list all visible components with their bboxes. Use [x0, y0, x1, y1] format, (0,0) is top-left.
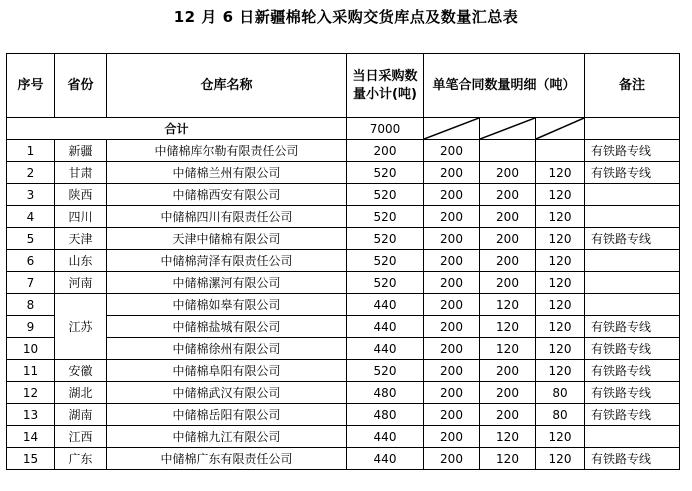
cell-seq: 7 [7, 272, 55, 294]
cell-contract-3: 80 [536, 404, 585, 426]
table-row [7, 162, 680, 184]
cell-contract-3: 120 [536, 272, 585, 294]
cell-contract-1: 200 [424, 338, 480, 360]
cell-contract-2: 200 [480, 228, 536, 250]
cell-warehouse: 中储棉库尔勒有限责任公司 [107, 140, 347, 162]
cell-warehouse: 中储棉广东有限责任公司 [107, 448, 347, 470]
header-seq: 序号 [7, 54, 55, 118]
cell-contract-2: 120 [480, 316, 536, 338]
cell-seq: 10 [7, 338, 55, 360]
cell-contract-3: 120 [536, 294, 585, 316]
cell-remark [585, 184, 680, 206]
page-title: 12 月 6 日新疆棉轮入采购交货库点及数量汇总表 [173, 8, 519, 26]
cell-daily-qty: 440 [347, 316, 424, 338]
cell-warehouse: 中储棉岳阳有限公司 [107, 404, 347, 426]
cell-contract-2: 200 [480, 162, 536, 184]
cell-province: 四川 [55, 206, 107, 228]
cell-contract-2: 200 [480, 184, 536, 206]
cell-warehouse: 中储棉西安有限公司 [107, 184, 347, 206]
cell-province: 天津 [55, 228, 107, 250]
cell-remark: 有铁路专线 [585, 360, 680, 382]
cell-daily-qty: 200 [347, 140, 424, 162]
table-row [7, 206, 680, 228]
cell-daily-qty: 440 [347, 448, 424, 470]
cell-warehouse: 中储棉兰州有限公司 [107, 162, 347, 184]
cell-province: 甘肃 [55, 162, 107, 184]
table-row [7, 404, 680, 426]
header-row [7, 54, 680, 118]
cell-province: 河南 [55, 272, 107, 294]
cell-contract-1: 200 [424, 382, 480, 404]
cell-seq: 4 [7, 206, 55, 228]
cell-warehouse: 天津中储棉有限公司 [107, 228, 347, 250]
cell-contract-1: 200 [424, 316, 480, 338]
table-row [7, 272, 680, 294]
cell-contract-3: 80 [536, 382, 585, 404]
cell-daily-qty: 440 [347, 338, 424, 360]
cell-warehouse: 中储棉菏泽有限责任公司 [107, 250, 347, 272]
cell-province: 陕西 [55, 184, 107, 206]
cell-warehouse: 中储棉盐城有限公司 [107, 316, 347, 338]
total-value: 7000 [347, 118, 424, 140]
table-row [7, 184, 680, 206]
cell-seq: 11 [7, 360, 55, 382]
cell-daily-qty: 480 [347, 382, 424, 404]
cell-contract-2: 200 [480, 382, 536, 404]
cell-daily-qty: 520 [347, 250, 424, 272]
header-remark: 备注 [585, 54, 680, 118]
table-row [7, 316, 680, 338]
cell-contract-1: 200 [424, 184, 480, 206]
cell-province: 湖南 [55, 404, 107, 426]
table-row [7, 250, 680, 272]
cell-contract-3: 120 [536, 184, 585, 206]
cell-contract-3: 120 [536, 228, 585, 250]
cell-contract-2: 200 [480, 206, 536, 228]
header-province: 省份 [55, 54, 107, 118]
cell-seq: 14 [7, 426, 55, 448]
cell-contract-1: 200 [424, 294, 480, 316]
header-daily-qty: 当日采购数量小计(吨) [347, 54, 424, 118]
cell-province: 广东 [55, 448, 107, 470]
cell-remark: 有铁路专线 [585, 228, 680, 250]
cell-daily-qty: 520 [347, 184, 424, 206]
table-row [7, 426, 680, 448]
cell-daily-qty: 440 [347, 426, 424, 448]
cell-seq: 2 [7, 162, 55, 184]
cell-warehouse: 中储棉阜阳有限公司 [107, 360, 347, 382]
cell-contract-3: 120 [536, 250, 585, 272]
cell-contract-1: 200 [424, 404, 480, 426]
cell-contract-2: 120 [480, 426, 536, 448]
cell-seq: 8 [7, 294, 55, 316]
cell-remark [585, 294, 680, 316]
cell-remark [585, 206, 680, 228]
table-row [7, 140, 680, 162]
cell-contract-2: 200 [480, 250, 536, 272]
cell-warehouse: 中储棉四川有限责任公司 [107, 206, 347, 228]
cell-warehouse: 中储棉漯河有限公司 [107, 272, 347, 294]
cell-contract-1: 200 [424, 426, 480, 448]
cell-daily-qty: 520 [347, 206, 424, 228]
cell-daily-qty: 520 [347, 228, 424, 250]
cell-remark: 有铁路专线 [585, 162, 680, 184]
total-remark [585, 118, 680, 140]
table-row [7, 228, 680, 250]
cell-contract-1: 200 [424, 250, 480, 272]
table-body [7, 54, 680, 470]
cell-contract-3 [536, 140, 585, 162]
cell-contract-1: 200 [424, 228, 480, 250]
cell-contract-2: 120 [480, 448, 536, 470]
cell-daily-qty: 520 [347, 360, 424, 382]
cell-contract-3: 120 [536, 338, 585, 360]
cell-contract-3: 120 [536, 316, 585, 338]
cell-province: 山东 [55, 250, 107, 272]
cell-contract-2: 200 [480, 272, 536, 294]
cell-seq: 1 [7, 140, 55, 162]
cell-warehouse: 中储棉徐州有限公司 [107, 338, 347, 360]
header-warehouse: 仓库名称 [107, 54, 347, 118]
cell-remark: 有铁路专线 [585, 448, 680, 470]
cell-seq: 12 [7, 382, 55, 404]
table-row [7, 382, 680, 404]
cell-province: 江苏 [55, 294, 107, 360]
cell-daily-qty: 520 [347, 272, 424, 294]
cell-contract-1: 200 [424, 140, 480, 162]
cell-contract-1: 200 [424, 206, 480, 228]
cell-remark: 有铁路专线 [585, 338, 680, 360]
cell-contract-2: 120 [480, 294, 536, 316]
cell-warehouse: 中储棉如皋有限公司 [107, 294, 347, 316]
cell-contract-2: 200 [480, 360, 536, 382]
cell-warehouse: 中储棉武汉有限公司 [107, 382, 347, 404]
cell-remark [585, 250, 680, 272]
cell-warehouse: 中储棉九江有限公司 [107, 426, 347, 448]
cell-remark: 有铁路专线 [585, 382, 680, 404]
cell-contract-1: 200 [424, 360, 480, 382]
cell-province: 江西 [55, 426, 107, 448]
cell-seq: 5 [7, 228, 55, 250]
diagonal-cell [536, 118, 585, 140]
cell-province: 湖北 [55, 382, 107, 404]
summary-table [6, 53, 680, 470]
table-row [7, 294, 680, 316]
cell-remark [585, 426, 680, 448]
cell-seq: 13 [7, 404, 55, 426]
cell-contract-3: 120 [536, 162, 585, 184]
cell-province: 新疆 [55, 140, 107, 162]
cell-daily-qty: 440 [347, 294, 424, 316]
cell-seq: 15 [7, 448, 55, 470]
diagonal-cell [424, 118, 480, 140]
cell-seq: 9 [7, 316, 55, 338]
cell-contract-1: 200 [424, 272, 480, 294]
cell-contract-3: 120 [536, 448, 585, 470]
table-row [7, 448, 680, 470]
cell-remark: 有铁路专线 [585, 404, 680, 426]
cell-seq: 3 [7, 184, 55, 206]
cell-contract-3: 120 [536, 206, 585, 228]
table-row [7, 338, 680, 360]
cell-contract-1: 200 [424, 448, 480, 470]
cell-province: 安徽 [55, 360, 107, 382]
cell-contract-3: 120 [536, 426, 585, 448]
cell-remark [585, 272, 680, 294]
total-label: 合计 [7, 118, 347, 140]
cell-seq: 6 [7, 250, 55, 272]
cell-contract-2: 200 [480, 404, 536, 426]
cell-contract-1: 200 [424, 162, 480, 184]
cell-contract-2: 120 [480, 338, 536, 360]
cell-daily-qty: 520 [347, 162, 424, 184]
cell-daily-qty: 480 [347, 404, 424, 426]
cell-remark: 有铁路专线 [585, 316, 680, 338]
diagonal-cell [480, 118, 536, 140]
cell-contract-2 [480, 140, 536, 162]
cell-contract-3: 120 [536, 360, 585, 382]
total-row [7, 118, 680, 140]
cell-remark: 有铁路专线 [585, 140, 680, 162]
header-contract-detail: 单笔合同数量明细（吨） [424, 54, 585, 118]
table-row [7, 360, 680, 382]
